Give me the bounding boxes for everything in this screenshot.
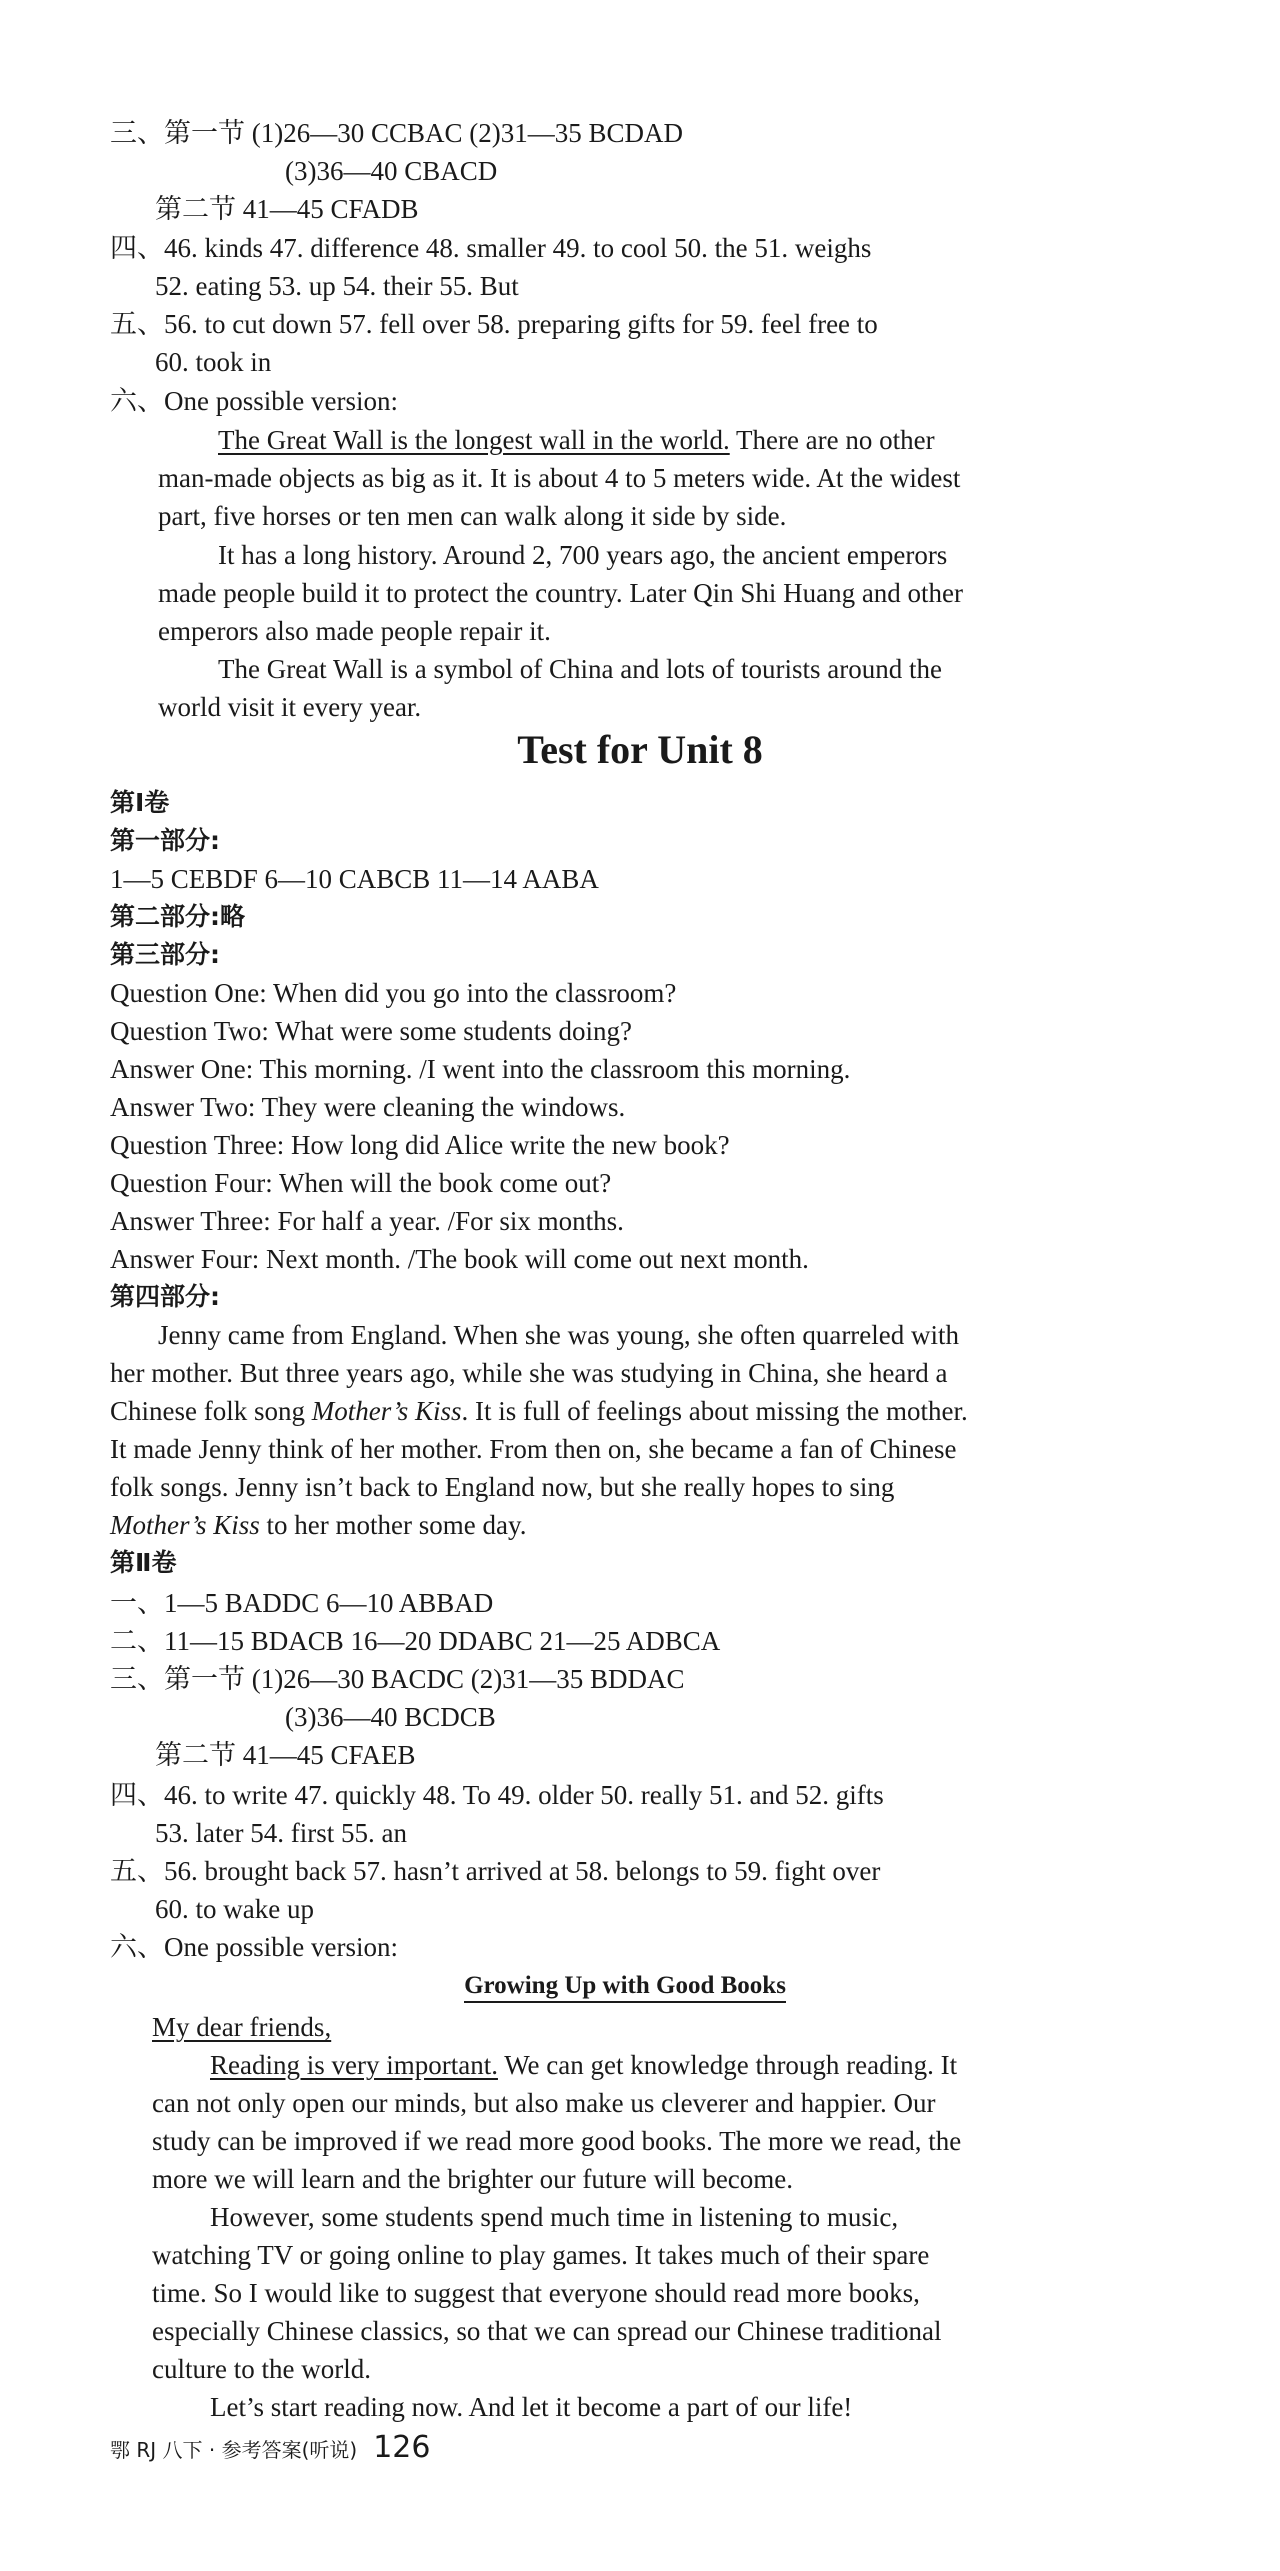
essay-line: world visit it every year. <box>158 692 422 722</box>
answer-line-3-2: (3)36—40 CBACD <box>285 156 498 186</box>
passage-line: her mother. But three years ago, while she was studying in China, she heard a <box>110 1358 948 1388</box>
answer-line-3-1: 三、第一节 (1)26—30 BACDC (2)31—35 BDDAC <box>110 1664 685 1694</box>
essay-line <box>210 2047 957 2083</box>
passage-line: folk songs. Jenny isn’t back to England now, but she really hopes to sing <box>110 1472 895 1502</box>
essay-line: man-made objects as big as it. It is about 4 to 5 meters wide. At the widest <box>158 463 961 493</box>
essay-line: culture to the world. <box>152 2354 371 2384</box>
essay-line: watching TV or going online to play games. It takes much of their spare <box>152 2240 930 2270</box>
answer-line-5-2: 60. to wake up <box>155 1894 314 1924</box>
answer-line-3-3: 第二节 41—45 CFADB <box>155 194 419 224</box>
qa-line: Question One: When did you go into the classroom? <box>110 978 677 1008</box>
passage-line: It made Jenny think of her mother. From then on, she became a fan of Chinese <box>110 1434 957 1464</box>
answer-line-4-1: 四、46. to write 47. quickly 48. To 49. older 50. really 51. and 52. gifts <box>110 1780 884 1810</box>
answer-line-2: 二、11—15 BDACB 16—20 DDABC 21—25 ADBCA <box>110 1626 721 1656</box>
essay-line: emperors also made people repair it. <box>158 616 551 646</box>
answer-line-3-2: (3)36—40 BCDCB <box>285 1702 496 1732</box>
part-1-label: 第一部分: <box>110 826 220 855</box>
essay-line: study can be improved if we read more good books. The more we read, the <box>152 2126 962 2156</box>
answer-line-5-1: 五、56. to cut down 57. fell over 58. preparing gifts for 59. feel free to <box>110 309 878 339</box>
essay-line: part, five horses or ten men can walk along it side by side. <box>158 501 787 531</box>
page-title: Test for Unit 8 <box>517 727 763 772</box>
essay-text: We can get knowledge through reading. It <box>497 2050 958 2080</box>
passage-line: Jenny came from England. When she was young, she often quarreled with <box>158 1320 960 1350</box>
essay-text: There are no other <box>729 425 935 455</box>
part-2-label: 第二部分:略 <box>110 902 245 931</box>
essay-line: time. So I would like to suggest that everyone should read more books, <box>152 2278 920 2308</box>
passage-line <box>110 1393 968 1429</box>
essay-line: However, some students spend much time in listening to music, <box>210 2202 899 2232</box>
answer-line-6-label: 六、One possible version: <box>110 1932 398 1962</box>
qa-line: Question Four: When will the book come out? <box>110 1168 612 1198</box>
essay-line: It has a long history. Around 2, 700 years ago, the ancient emperors <box>218 540 948 570</box>
footer-label: 鄂 RJ 八下 · 参考答案(听说) <box>110 2438 358 2462</box>
part-3-label: 第三部分: <box>110 940 220 969</box>
essay-line: Let’s start reading now. And let it become a part of our life! <box>210 2392 853 2422</box>
passage-text: to her mother some day. <box>259 1510 527 1540</box>
answer-line-3-1: 三、第一节 (1)26—30 CCBAC (2)31—35 BCDAD <box>110 118 684 148</box>
part-4-label: 第四部分: <box>110 1282 220 1311</box>
passage-text: Chinese folk song <box>110 1396 312 1426</box>
qa-line: Answer One: This morning. /I went into the classroom this morning. <box>110 1054 851 1084</box>
qa-line: Answer Two: They were cleaning the windows. <box>110 1092 626 1122</box>
volume-1-heading: 第Ⅰ卷 <box>110 788 170 817</box>
qa-line: Question Three: How long did Alice write the new book? <box>110 1130 730 1160</box>
essay-salutation: My dear friends, <box>152 2012 332 2042</box>
song-title: Mother’s Kiss <box>110 1510 260 1540</box>
passage-line <box>110 1507 526 1543</box>
qa-line: Question Two: What were some students doing? <box>110 1016 633 1046</box>
answer-line-4-1: 四、46. kinds 47. difference 48. smaller 49. to cool 50. the 51. weighs <box>110 233 872 263</box>
qa-line: Answer Four: Next month. /The book will come out next month. <box>110 1244 809 1274</box>
essay-line: can not only open our minds, but also make us cleverer and happier. Our <box>152 2088 936 2118</box>
answer-line-4-2: 52. eating 53. up 54. their 55. But <box>155 271 519 301</box>
essay-topic-sentence: The Great Wall is the longest wall in the world. <box>218 425 730 455</box>
page-number: 126 <box>373 2430 431 2465</box>
essay-title: Growing Up with Good Books <box>0 1969 1250 2003</box>
page-footer <box>110 2430 430 2468</box>
volume-2-heading: 第Ⅱ卷 <box>110 1548 177 1577</box>
answer-line-5-2: 60. took in <box>155 347 272 377</box>
answer-line-3-3: 第二节 41—45 CFAEB <box>155 1740 416 1770</box>
song-title: Mother’s Kiss <box>311 1396 462 1426</box>
part-1-answers: 1—5 CEBDF 6—10 CABCB 11—14 AABA <box>110 864 599 894</box>
essay-line: especially Chinese classics, so that we can spread our Chinese traditional <box>152 2316 942 2346</box>
essay-line <box>218 422 935 458</box>
answer-line-6-label: 六、One possible version: <box>110 386 398 416</box>
qa-line: Answer Three: For half a year. /For six months. <box>110 1206 624 1236</box>
passage-text: . It is full of feelings about missing the mother. <box>461 1396 968 1426</box>
essay-line: more we will learn and the brighter our future will become. <box>152 2164 794 2194</box>
answer-line-1: 一、1—5 BADDC 6—10 ABBAD <box>110 1588 494 1618</box>
essay-line: made people build it to protect the country. Later Qin Shi Huang and other <box>158 578 964 608</box>
essay-line: The Great Wall is a symbol of China and lots of tourists around the <box>218 654 942 684</box>
answer-line-5-1: 五、56. brought back 57. hasn’t arrived at 58. belongs to 59. fight over <box>110 1856 881 1886</box>
answer-line-4-2: 53. later 54. first 55. an <box>155 1818 407 1848</box>
essay-topic-sentence: Reading is very important. <box>210 2050 498 2080</box>
